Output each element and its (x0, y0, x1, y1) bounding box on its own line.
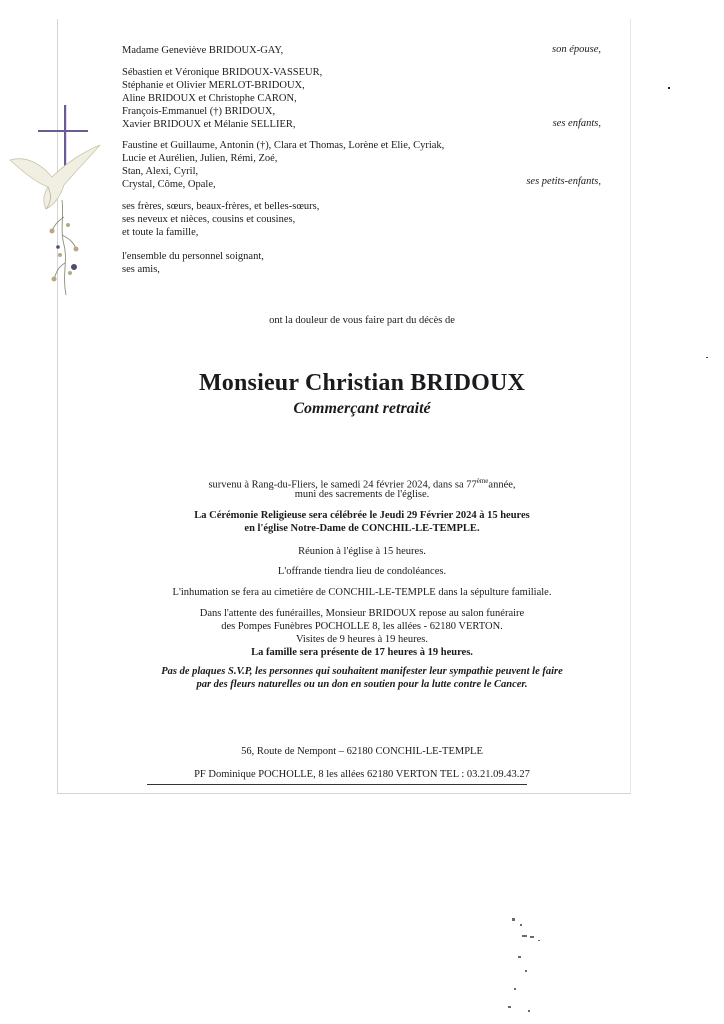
spouse-line: Madame Geneviève BRIDOUX-GAY, (122, 45, 284, 56)
role-spouse: son épouse, (552, 44, 601, 55)
note-line: par des fleurs naturelles ou un don en soutien pour la lutte contre le Cancer. (196, 679, 528, 690)
child-line: François-Emmanuel (†) BRIDOUX, (122, 106, 276, 117)
scan-speck (668, 87, 670, 89)
child-line: Xavier BRIDOUX et Mélanie SELLIER, (122, 119, 296, 130)
ordinal-suffix: ème (476, 477, 489, 485)
death-text: survenu à Rang-du-Fliers, le samedi 24 février 2024, dans sa 77 (208, 479, 477, 491)
sacraments-text: muni des sacrements de l'église. (294, 489, 430, 500)
deceased-profession: Commerçant retraité (293, 400, 431, 417)
ceremony-line: La Cérémonie Religieuse sera célébrée le Jeudi 29 Février 2024 à 15 heures (194, 510, 530, 521)
deceased-name: Monsieur Christian BRIDOUX (198, 370, 526, 396)
cross-dove-icon (2, 105, 112, 305)
meeting-text: Réunion à l'église à 15 heures. (298, 546, 426, 557)
relatives-line: ses frères, sœurs, beaux-frères, et belles-sœurs, (122, 201, 320, 212)
announcement-text: ont la douleur de vous faire part du décès de (269, 315, 455, 326)
scan-noise-icon (500, 910, 560, 1020)
grandchild-line: Crystal, Côme, Opale, (122, 179, 216, 190)
offering-text: L'offrande tiendra lieu de condoléances. (277, 566, 447, 577)
funeral-line: Dans l'attente des funérailles, Monsieur BRIDOUX repose au salon funéraire (199, 608, 525, 619)
family-present-text: La famille sera présente de 17 heures à 19 heures. (251, 647, 473, 658)
others-line: ses amis, (122, 264, 160, 275)
funeral-home: des Pompes Funèbres POCHOLLE 8, les allées - 62180 VERTON. (221, 621, 503, 632)
relatives-line: et toute la famille, (122, 227, 199, 238)
address-text: 56, Route de Nempont – 62180 CONCHIL-LE-TEMPLE (241, 746, 483, 757)
visits-text: Visites de 9 heures à 19 heures. (295, 634, 429, 645)
scan-speck (706, 357, 708, 358)
burial-text: L'inhumation se fera au cimetière de CONCHIL-LE-TEMPLE dans la sépulture familiale. (172, 587, 552, 598)
child-line: Stéphanie et Olivier MERLOT-BRIDOUX, (122, 80, 305, 91)
funeral-director-footer: PF Dominique POCHOLLE, 8 les allées 62180 VERTON TEL : 03.21.09.43.27 (194, 769, 530, 780)
role-grandchildren: ses petits-enfants, (526, 176, 601, 187)
grandchild-line: Stan, Alexi, Cyril, (122, 166, 199, 177)
others-line: l'ensemble du personnel soignant, (122, 251, 264, 262)
footer-divider (147, 784, 527, 785)
grandchild-line: Faustine et Guillaume, Antonin (†), Clara et Thomas, Lorène et Elie, Cyriak, (122, 140, 445, 151)
note-line: Pas de plaques S.V.P, les personnes qui souhaitent manifester leur sympathie peuvent le faire (161, 666, 563, 677)
role-children: ses enfants, (552, 118, 601, 129)
death-text-end: année, (488, 479, 516, 491)
relatives-line: ses neveux et nièces, cousins et cousines, (122, 214, 296, 225)
child-line: Aline BRIDOUX et Christophe CARON, (122, 93, 297, 104)
grandchild-line: Lucie et Aurélien, Julien, Rémi, Zoé, (122, 153, 278, 164)
child-line: Sébastien et Véronique BRIDOUX-VASSEUR, (122, 67, 323, 78)
ceremony-location: en l'église Notre-Dame de CONCHIL-LE-TEMPLE. (244, 523, 480, 534)
